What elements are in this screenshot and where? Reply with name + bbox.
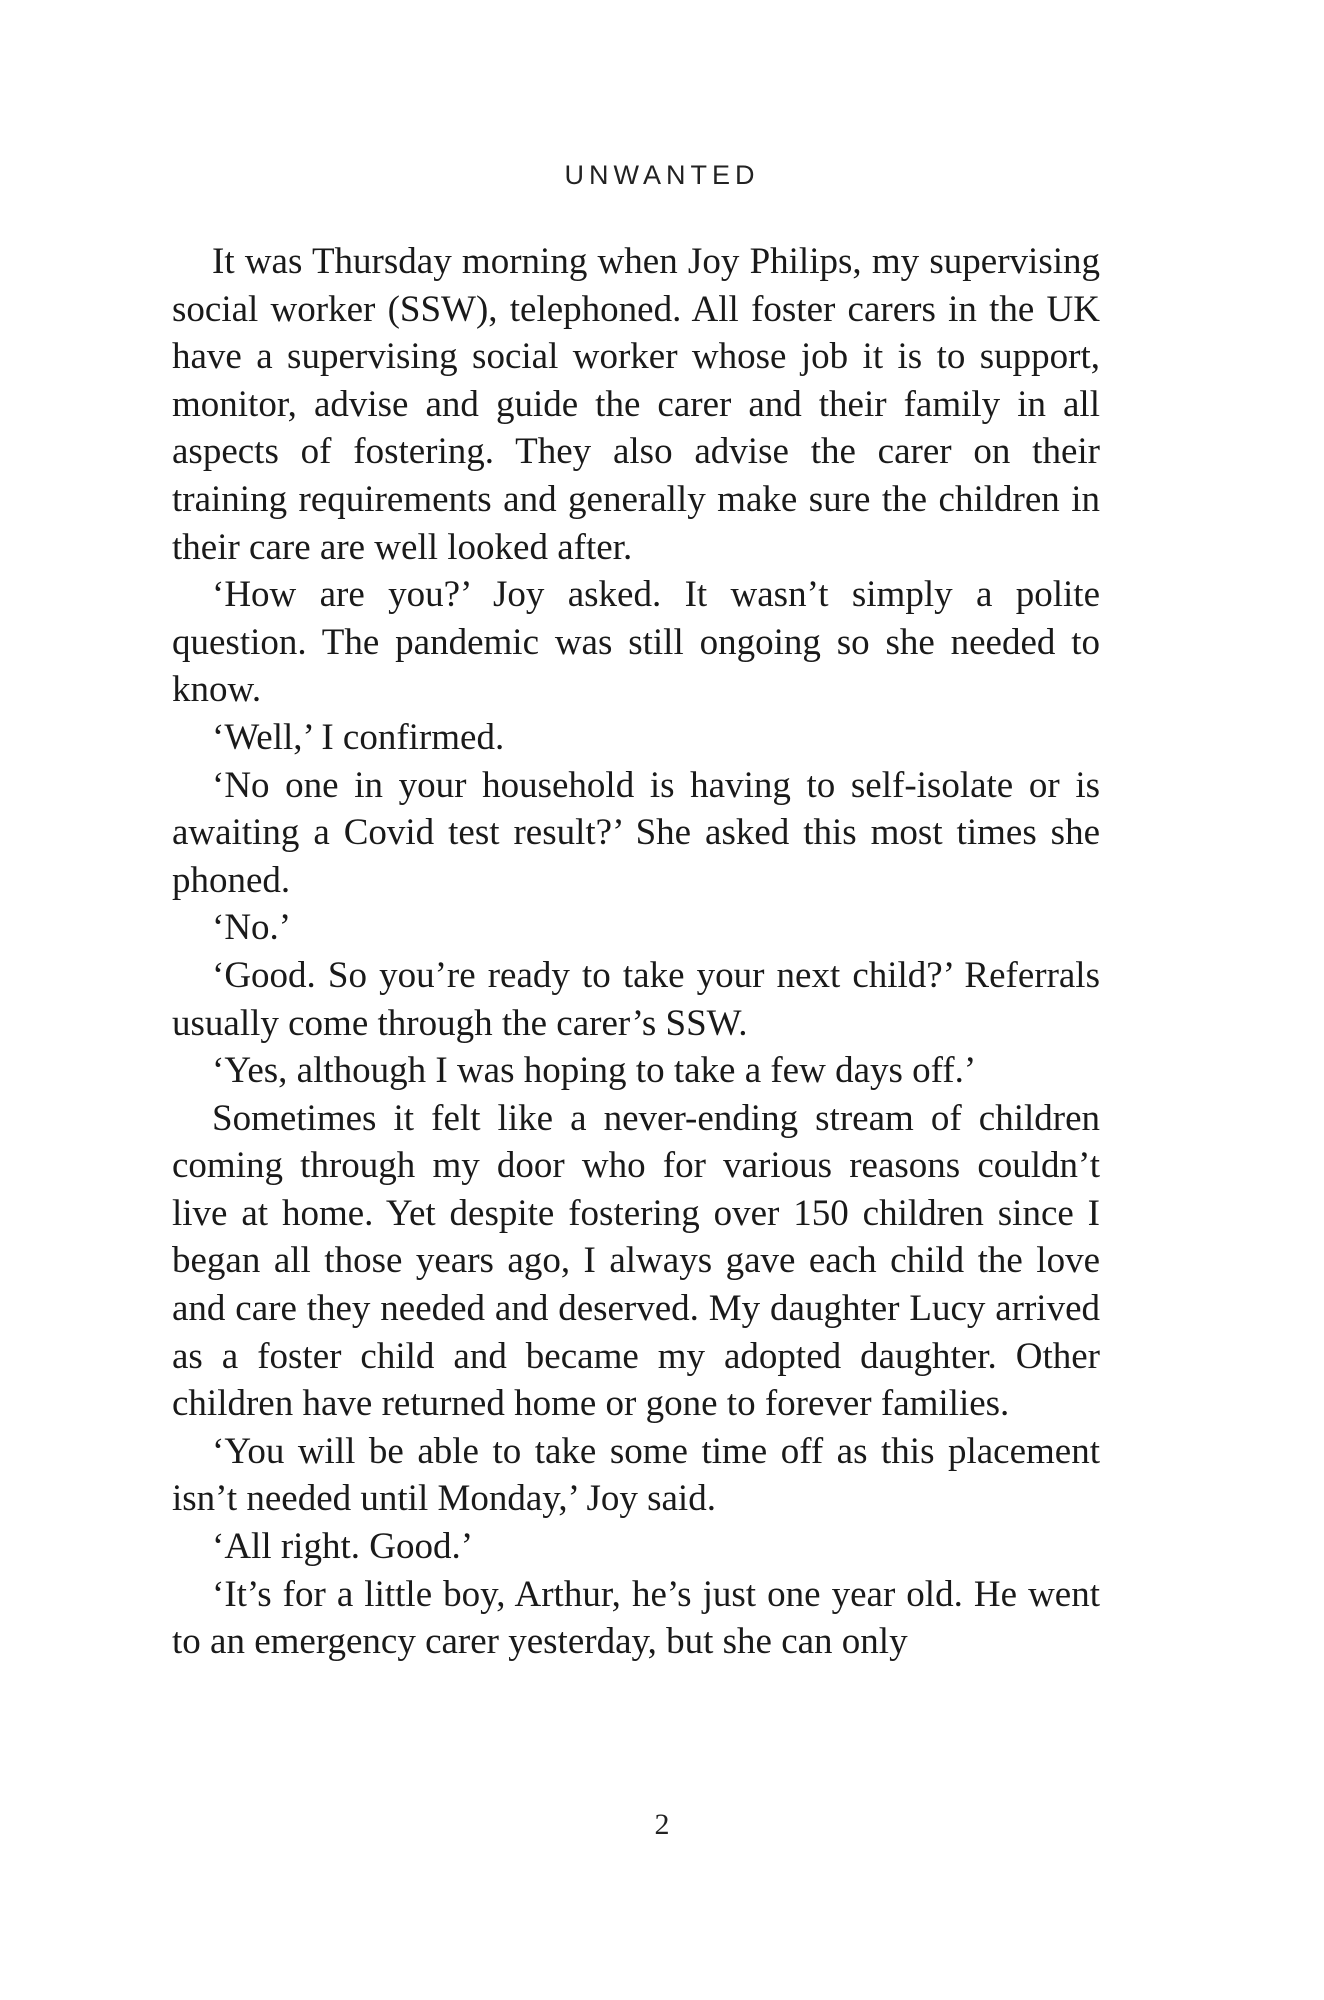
body-text: [172, 238, 1100, 1666]
paragraph: Sometimes it felt like a never-ending stream of children coming through my door who for various reasons couldn’t live at home. Yet despite fostering over 150 children since I began all those years ago, I always gave each child the love and care they needed and deserved. My daughter Lucy arrived as a foster child and became my adopted daughter. Other children have returned home or gone to forever families.: [172, 1097, 1100, 1425]
paragraph: ‘No.’: [212, 907, 292, 949]
paragraph: ‘Well,’ I confirmed.: [212, 716, 505, 758]
paragraph: ‘How are you?’ Joy asked. It wasn’t simply a polite question. The pandemic was still ongoing so she needed to know.: [172, 574, 1100, 711]
paragraph: ‘All right. Good.’: [212, 1526, 474, 1568]
paragraph: ‘It’s for a little boy, Arthur, he’s just one year old. He went to an emergency carer yesterday, but she can only: [172, 1573, 1100, 1663]
page-number: 2: [654, 1808, 670, 1841]
paragraph: ‘Good. So you’re ready to take your next child?’ Referrals usually come through the carer’s SSW.: [172, 954, 1100, 1044]
paragraph: It was Thursday morning when Joy Philips, my supervising social worker (SSW), telephoned. All foster carers in the UK have a supervising social worker whose job it is to support, monitor, advise and guide the carer and their family in all aspects of fostering. They also advise the carer on their training requirements and generally make sure the children in their care are well looked after.: [172, 241, 1100, 568]
paragraph: ‘Yes, although I was hoping to take a few days off.’: [212, 1050, 977, 1092]
running-head: UNWANTED: [564, 160, 760, 190]
paragraph: ‘You will be able to take some time off as this placement isn’t needed until Monday,’ Joy said.: [172, 1430, 1100, 1520]
paragraph: ‘No one in your household is having to self-isolate or is awaiting a Covid test result?’ She asked this most times she phoned.: [172, 764, 1100, 901]
